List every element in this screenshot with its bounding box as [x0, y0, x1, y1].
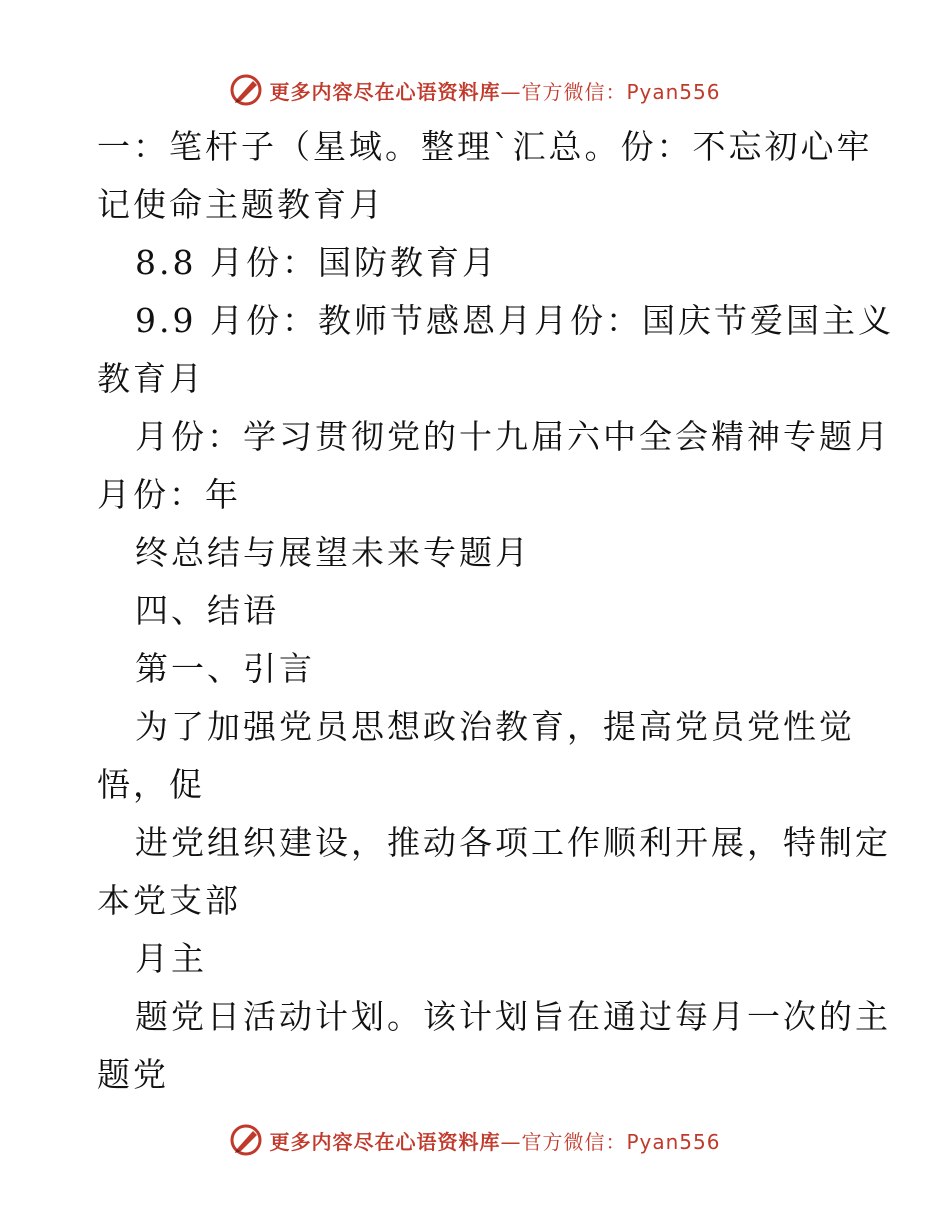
paragraph-line: 9.9 月份：教师节感恩月月份：国庆节爱国主义	[135, 301, 894, 340]
pen-logo-icon	[229, 1123, 263, 1157]
paragraph-line: 月份：学习贯彻党的十九届六中全会精神专题月	[135, 417, 891, 456]
paragraph-line: 本党支部	[97, 881, 241, 920]
paragraph-line: 教育月	[97, 359, 205, 398]
section-heading: 第一、引言	[135, 649, 315, 688]
paragraph-line: 月主	[135, 939, 207, 978]
paragraph-line: 一：笔杆子（星域。整理`汇总。份：不忘初心牢	[97, 127, 873, 166]
banner-text	[269, 1126, 720, 1155]
paragraph-line: 记使命主题教育月	[97, 185, 385, 224]
paragraph-line: 终总结与展望未来专题月	[135, 533, 531, 572]
banner-text	[269, 76, 720, 105]
document-body	[97, 118, 894, 1104]
paragraph-line: 进党组织建设，推动各项工作顺利开展，特制定	[135, 823, 891, 862]
banner-separator: —	[500, 1129, 522, 1154]
paragraph-line: 8.8 月份：国防教育月	[135, 243, 498, 282]
paragraph-line: 月份：年	[97, 475, 241, 514]
footer-banner	[0, 1120, 950, 1160]
paragraph-line: 题党日活动计划。该计划旨在通过每月一次的主	[135, 997, 891, 1036]
paragraph-line: 悟，促	[97, 765, 205, 804]
section-heading: 四、结语	[135, 591, 279, 630]
banner-contact-text: 官方微信：Pyan556	[521, 1129, 721, 1154]
pen-logo-icon	[229, 73, 263, 107]
paragraph-line: 为了加强党员思想政治教育，提高党员党性觉	[135, 707, 855, 746]
header-banner	[0, 70, 950, 110]
banner-main-text: 更多内容尽在心语资料库	[269, 79, 501, 104]
paragraph-line: 题党	[97, 1055, 169, 1094]
banner-separator: —	[500, 79, 522, 104]
banner-main-text: 更多内容尽在心语资料库	[269, 1129, 501, 1154]
banner-contact-text: 官方微信：Pyan556	[521, 79, 721, 104]
